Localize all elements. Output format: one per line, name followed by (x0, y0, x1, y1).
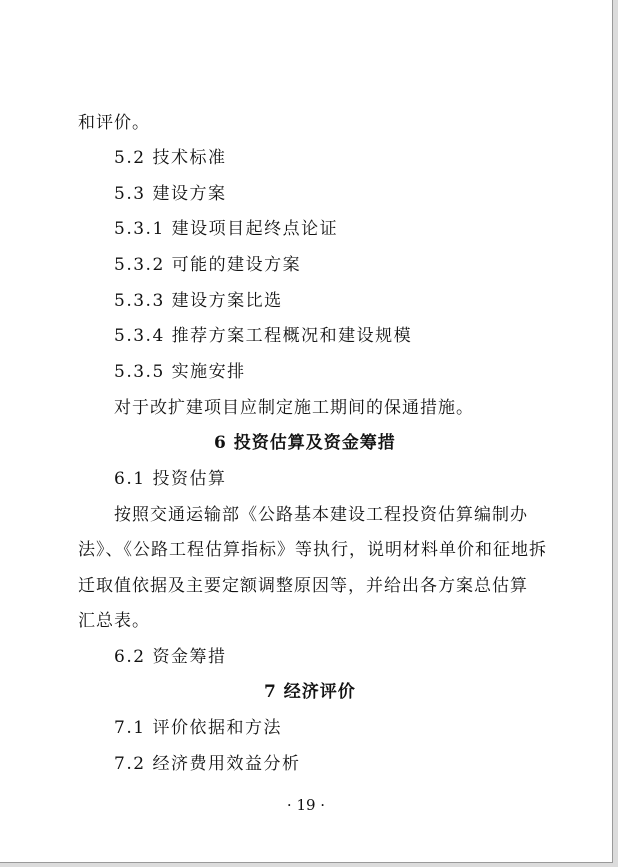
paragraph-line: 汇总表。 (78, 611, 150, 631)
page-number: · 19 · (286, 796, 326, 814)
section-5-3-4: 5.3.4 推荐方案工程概况和建设规模 (114, 326, 413, 346)
section-6-1: 6.1 投资估算 (114, 469, 227, 489)
section-5-3: 5.3 建设方案 (114, 184, 227, 204)
paragraph-line: 迁取值依据及主要定额调整原因等，并给出各方案总估算 (78, 576, 528, 596)
section-5-3-5: 5.3.5 实施安排 (114, 362, 246, 382)
section-7-2: 7.2 经济费用效益分析 (114, 754, 301, 774)
paragraph-line: 按照交通运输部《公路基本建设工程投资估算编制办 (114, 505, 528, 525)
section-5-3-3: 5.3.3 建设方案比选 (114, 291, 283, 311)
section-5-2: 5.2 技术标准 (114, 148, 227, 168)
chapter-7-heading: 7 经济评价 (264, 682, 356, 702)
section-5-3-1: 5.3.1 建设项目起终点论证 (114, 219, 339, 239)
section-5-3-2: 5.3.2 可能的建设方案 (114, 255, 302, 275)
paragraph-line: 法》、《公路工程估算指标》等执行，说明材料单价和征地拆 (78, 540, 547, 560)
chapter-6-heading: 6 投资估算及资金筹措 (214, 433, 396, 453)
section-7-1: 7.1 评价依据和方法 (114, 718, 282, 738)
paragraph-text: 对于改扩建项目应制定施工期间的保通措施。 (114, 398, 474, 418)
section-6-2: 6.2 资金筹措 (114, 647, 227, 667)
paragraph-continuation: 和评价。 (78, 113, 150, 133)
